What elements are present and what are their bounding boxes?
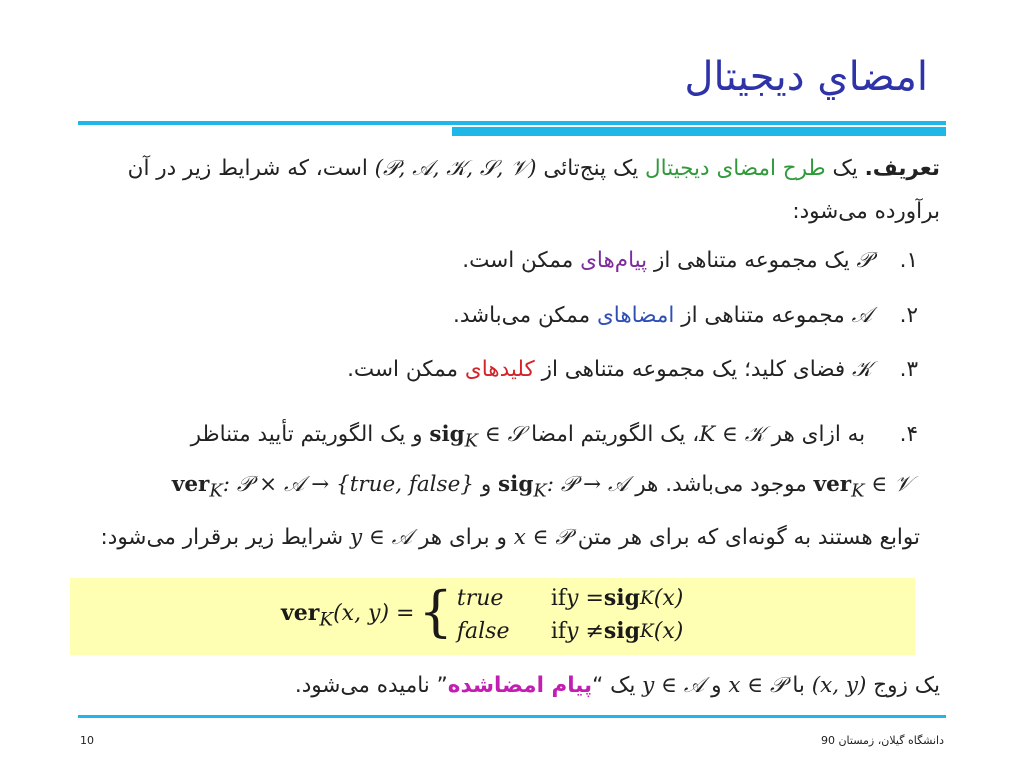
item-text: مجموعه متناهی از: [674, 303, 852, 328]
item-number: ۱.: [899, 248, 918, 273]
page-number: 10: [80, 734, 94, 747]
case-if: if: [550, 619, 567, 644]
conclusion-text: یک “: [592, 673, 643, 698]
ver-signature-math: [171, 472, 474, 502]
case-false: [457, 615, 683, 648]
item-number: ۴.: [899, 422, 918, 447]
functions-text: شرایط زیر برقرار می‌شود:: [100, 525, 351, 550]
pair-math: (x, y): [811, 673, 867, 698]
item-text: ممکن می‌باشد.: [453, 303, 597, 328]
list-item-3: [347, 357, 918, 382]
scheme-highlight: طرح امضای دیجیتال: [645, 156, 826, 181]
verification-formula: [281, 582, 683, 648]
item-symbol: 𝒦: [852, 357, 872, 382]
tuple-math: (𝒫, 𝒜, 𝒦, 𝒮, 𝒱): [374, 156, 537, 181]
item-highlight: امضاهای: [596, 303, 675, 328]
sig-label: sig: [603, 618, 641, 644]
conclusion-text: با: [785, 673, 812, 698]
definition-line-1: [128, 156, 940, 181]
ver-label: ver: [813, 472, 852, 497]
ver-subscript: K: [851, 480, 865, 502]
item-text: و: [473, 472, 499, 497]
definition-keyword: تعریف.: [864, 156, 940, 181]
item-text: ، یک الگوریتم امضا: [524, 422, 700, 447]
conclusion-text: و: [704, 673, 729, 698]
y-in-a-math: y ∈ 𝒜: [350, 525, 413, 550]
sig-subscript: K: [640, 588, 654, 609]
definition-text: است، که شرایط زیر در آن: [127, 156, 375, 181]
definition-text: یک پنج‌تائی: [536, 156, 646, 181]
item-text: فضای کلید؛ یک مجموعه متناهی از: [534, 357, 853, 382]
item-symbol: 𝒜: [851, 303, 872, 328]
case-value: true: [456, 586, 504, 611]
case-condition: y ≠: [566, 619, 604, 644]
sig-argument: (x): [653, 586, 684, 611]
slide-title: امضاي ديجيتال: [684, 54, 928, 100]
sig-in-s-math: [429, 422, 525, 452]
sig-subscript: K: [640, 621, 654, 642]
ver-set: ∈ 𝒱: [864, 472, 912, 497]
sig-subscript: K: [533, 480, 547, 502]
ver-label: ver: [281, 599, 320, 626]
formula-lhs: [281, 600, 415, 630]
conclusion-text: ” نامیده می‌شود.: [294, 673, 448, 698]
case-if: if: [550, 586, 567, 611]
case-value: false: [456, 619, 510, 644]
case-true: [457, 582, 683, 615]
footer-rule: [78, 715, 946, 718]
case-condition: y =: [566, 586, 604, 611]
item-text: یک مجموعه متناهی از: [647, 248, 857, 273]
list-item-2: [453, 303, 918, 328]
definition-line-2: برآورده می‌شود:: [792, 199, 940, 224]
x-in-p-math: x ∈ 𝒫: [728, 673, 786, 698]
item-text: ممکن است.: [347, 357, 465, 382]
item-highlight: کلیدهای: [464, 357, 535, 382]
sig-set: ∈ 𝒮: [478, 422, 525, 447]
cases-brace: {: [418, 580, 453, 643]
footer-institution: دانشگاه گيلان، زمستان 90: [820, 734, 944, 747]
item-number: ۳.: [899, 357, 918, 382]
sig-subscript: K: [464, 430, 479, 452]
key-math: K ∈ 𝒦: [699, 422, 765, 447]
formula-cases: [457, 582, 683, 648]
item-text: و یک الگوریتم تأیید متناظر: [190, 422, 430, 447]
title-underline-thin: [78, 121, 946, 125]
item-text: ممکن است.: [462, 248, 581, 273]
definition-text: یک: [825, 156, 865, 181]
x-in-p-math: x ∈ 𝒫: [513, 525, 571, 550]
ver-in-v-math: [813, 472, 912, 502]
functions-text: توابع هستند به گونه‌ای که برای هر متن: [570, 525, 920, 550]
sig-label: sig: [498, 472, 534, 497]
functions-text: و برای هر: [412, 525, 514, 550]
signed-message-highlight: پیام امضاشده: [447, 673, 593, 698]
formula-args: (x, y) =: [333, 600, 415, 626]
sig-argument: (x): [653, 619, 684, 644]
ver-label: ver: [171, 472, 210, 497]
list-item-4-continued: [172, 472, 912, 501]
ver-subscript: K: [209, 480, 223, 502]
item-text: موجود می‌باشد. هر: [628, 472, 814, 497]
ver-map: : 𝒫 × 𝒜 → {true, false}: [222, 472, 474, 497]
ver-subscript: K: [319, 609, 334, 631]
item-symbol: 𝒫: [856, 248, 872, 273]
y-in-a-math: y ∈ 𝒜: [642, 673, 705, 698]
sig-signature-math: [498, 472, 629, 502]
sig-map: : 𝒫 → 𝒜: [546, 472, 629, 497]
title-underline-thick: [452, 127, 946, 136]
list-item-1: [462, 248, 918, 273]
sig-label: sig: [429, 422, 465, 447]
sig-label: sig: [603, 585, 641, 611]
list-item-4: [191, 422, 918, 451]
functions-line: [101, 525, 921, 550]
item-text: به ازای هر: [764, 422, 872, 447]
conclusion-line: [295, 673, 940, 698]
item-number: ۲.: [899, 303, 918, 328]
item-highlight: پیام‌های: [580, 248, 648, 273]
conclusion-text: یک زوج: [866, 673, 940, 698]
